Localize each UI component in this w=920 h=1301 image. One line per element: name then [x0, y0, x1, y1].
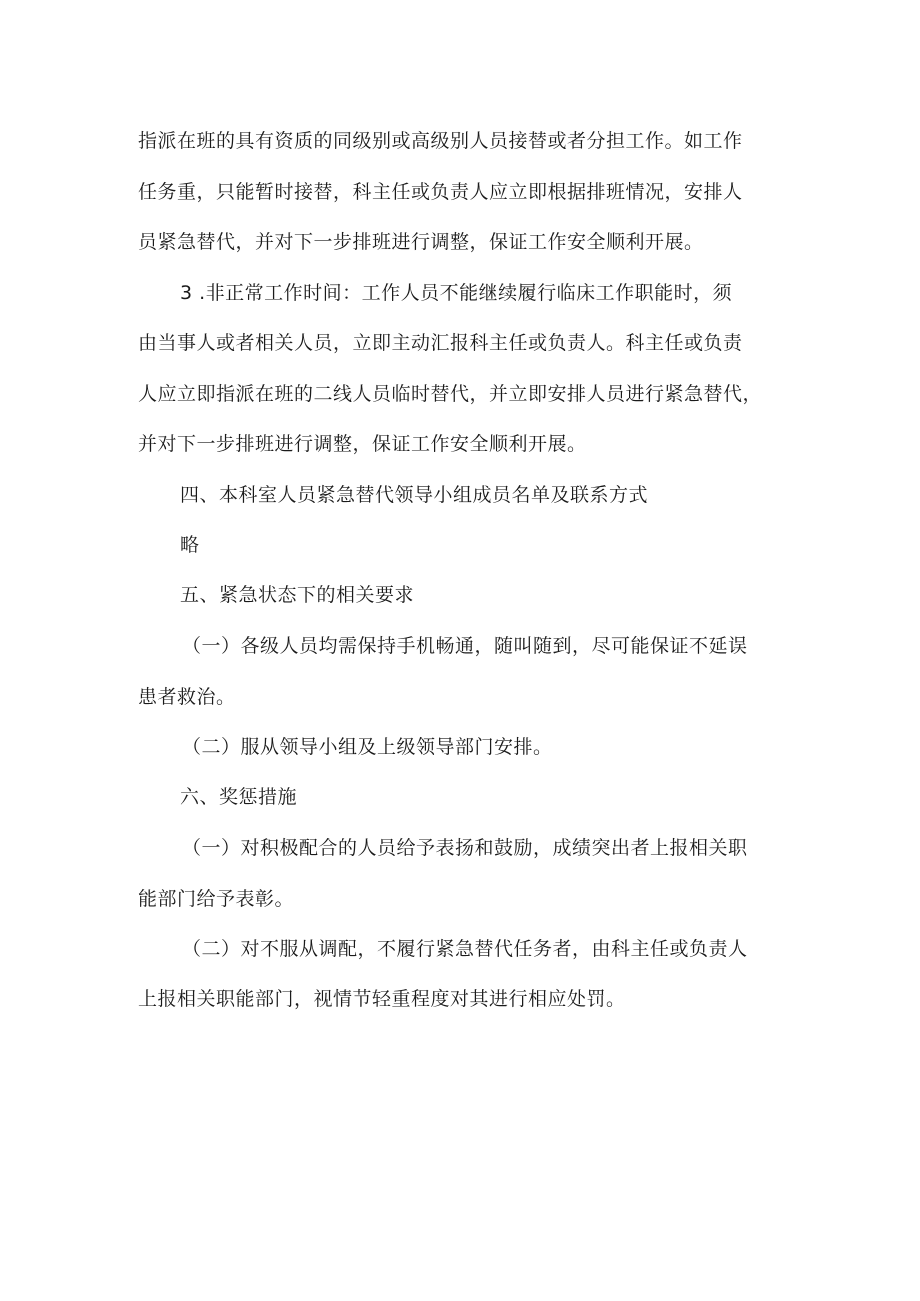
text-line: 3 .非正常工作时间：工作人员不能继续履行临床工作职能时，须 — [180, 282, 733, 304]
section-heading: 六、奖惩措施 — [180, 786, 298, 808]
text-line: （一）对积极配合的人员给予表扬和鼓励，成绩突出者上报相关职 — [182, 837, 748, 859]
text-line: 略 — [180, 534, 200, 556]
section-heading: 四、本科室人员紧急替代领导小组成员名单及联系方式 — [180, 484, 649, 506]
text-line: （二）对不服从调配，不履行紧急替代任务者，由科主任或负责人 — [182, 938, 748, 960]
text-line: 由当事人或者相关人员，立即主动汇报科主任或负责人。科主任或负责 — [138, 332, 743, 354]
text-line: 员紧急替代，并对下一步排班进行调整，保证工作安全顺利开展。 — [138, 231, 704, 253]
text-line: （二）服从领导小组及上级领导部门安排。 — [182, 736, 553, 758]
text-line: 上报相关职能部门，视情节轻重程度对其进行相应处罚。 — [138, 988, 626, 1010]
text-line: 人应立即指派在班的二线人员临时替代，并立即安排人员进行紧急替代， — [138, 383, 763, 405]
text-line: 任务重，只能暂时接替，科主任或负责人应立即根据排班情况，安排人 — [138, 181, 743, 203]
text-line: 指派在班的具有资质的同级别或高级别人员接替或者分担工作。如工作 — [138, 130, 743, 152]
text-line: 能部门给予表彰。 — [138, 888, 295, 910]
text-line: （一）各级人员均需保持手机畅通，随叫随到，尽可能保证不延误 — [182, 635, 748, 657]
section-heading: 五、紧急状态下的相关要求 — [180, 584, 415, 606]
text-line: 患者救治。 — [138, 686, 236, 708]
text-line: 并对下一步排班进行调整，保证工作安全顺利开展。 — [138, 433, 587, 455]
